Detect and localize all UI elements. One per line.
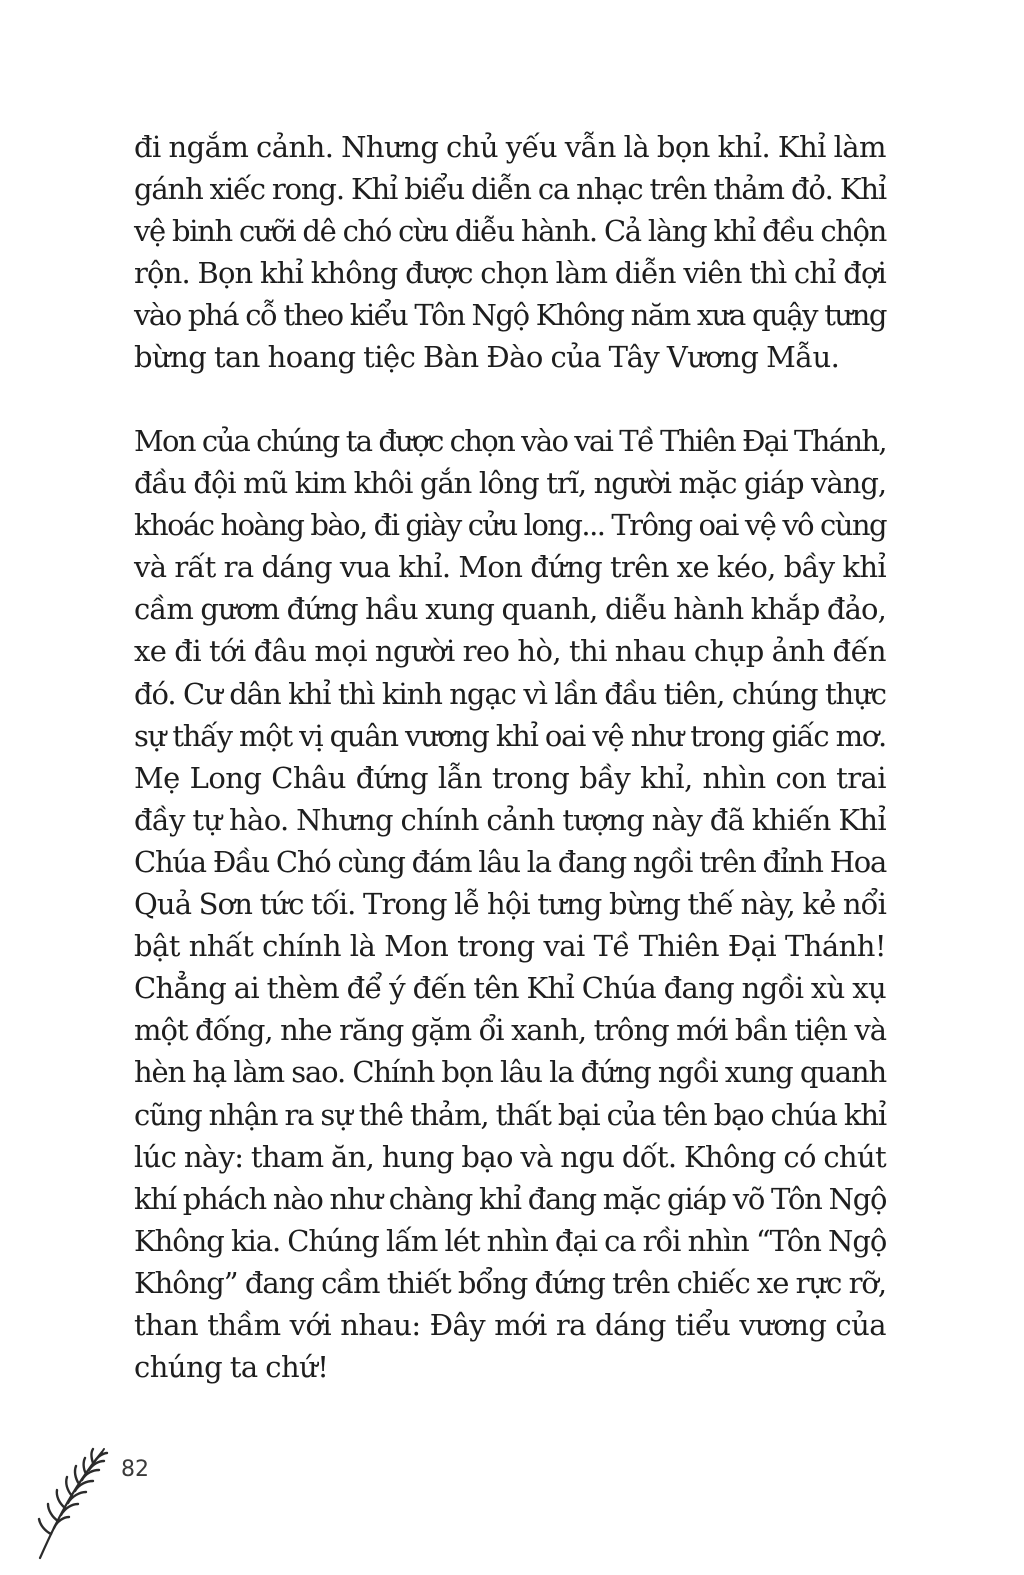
text-line: cũng nhận ra sự thê thảm, thất bại của tên bạo chúa khỉ [134, 1097, 886, 1132]
text-line: lúc này: tham ăn, hung bạo và ngu dốt. Không có chút [134, 1139, 886, 1174]
text-line: đó. Cư dân khỉ thì kinh ngạc vì lần đầu tiên, chúng thực [134, 676, 886, 711]
paragraph-2 [134, 420, 886, 1388]
text-line: Chẳng ai thèm để ý đến tên Khỉ Chúa đang ngồi xù xụ [134, 971, 886, 1006]
text-line: và rất ra dáng vua khỉ. Mon đứng trên xe kéo, bầy khỉ [134, 550, 886, 585]
paragraph-1 [134, 126, 886, 379]
text-line: than thầm với nhau: Đây mới ra dáng tiểu vương của [134, 1307, 886, 1342]
text-line: đầu đội mũ kim khôi gắn lông trĩ, người mặc giáp vàng, [134, 466, 886, 501]
text-line: chúng ta chứ! [134, 1350, 329, 1385]
text-line: đầy tự hào. Nhưng chính cảnh tượng này đã khiến Khỉ [134, 802, 886, 837]
leaf-branch-icon [32, 1446, 110, 1561]
text-line: Mon của chúng ta được chọn vào vai Tề Thiên Đại Thánh, [134, 424, 886, 458]
text-line: Quả Sơn tức tối. Trong lễ hội tưng bừng thế này, kẻ nổi [134, 887, 886, 922]
text-line: vào phá cỗ theo kiểu Tôn Ngộ Không năm xưa quậy tưng [134, 298, 886, 333]
page-number: 82 [121, 1457, 149, 1482]
text-line: vệ binh cưỡi dê chó cừu diễu hành. Cả làng khỉ đều chộn [134, 214, 886, 249]
text-line: Không” đang cầm thiết bổng đứng trên chiếc xe rực rỡ, [134, 1265, 886, 1300]
text-line: bừng tan hoang tiệc Bàn Đào của Tây Vương Mẫu. [134, 340, 840, 375]
text-line: một đống, nhe răng gặm ổi xanh, trông mới bần tiện và [134, 1013, 886, 1048]
text-line: sự thấy một vị quân vương khỉ oai vệ như trong giấc mơ. [134, 718, 886, 753]
text-line: khoác hoàng bào, đi giày cửu long... Trông oai vệ vô cùng [134, 508, 886, 543]
text-line: Chúa Đầu Chó cùng đám lâu la đang ngồi trên đỉnh Hoa [134, 844, 886, 879]
text-line: khí phách nào như chàng khỉ đang mặc giáp võ Tôn Ngộ [134, 1181, 887, 1216]
text-line: đi ngắm cảnh. Nhưng chủ yếu vẫn là bọn khỉ. Khỉ làm [134, 130, 886, 164]
text-line: bật nhất chính là Mon trong vai Tề Thiên Đại Thánh! [134, 929, 886, 964]
text-line: Mẹ Long Châu đứng lẫn trong bầy khỉ, nhìn con trai [134, 760, 886, 795]
text-line: cầm gươm đứng hầu xung quanh, diễu hành khắp đảo, [134, 592, 886, 627]
text-line: xe đi tới đâu mọi người reo hò, thi nhau chụp ảnh đến [134, 634, 886, 669]
text-line: rộn. Bọn khỉ không được chọn làm diễn viên thì chỉ đợi [134, 256, 886, 291]
text-line: Không kia. Chúng lấm lét nhìn đại ca rồi nhìn “Tôn Ngộ [134, 1223, 887, 1258]
text-line: gánh xiếc rong. Khỉ biểu diễn ca nhạc trên thảm đỏ. Khỉ [134, 172, 886, 207]
text-line: hèn hạ làm sao. Chính bọn lâu la đứng ngồi xung quanh [134, 1055, 886, 1090]
